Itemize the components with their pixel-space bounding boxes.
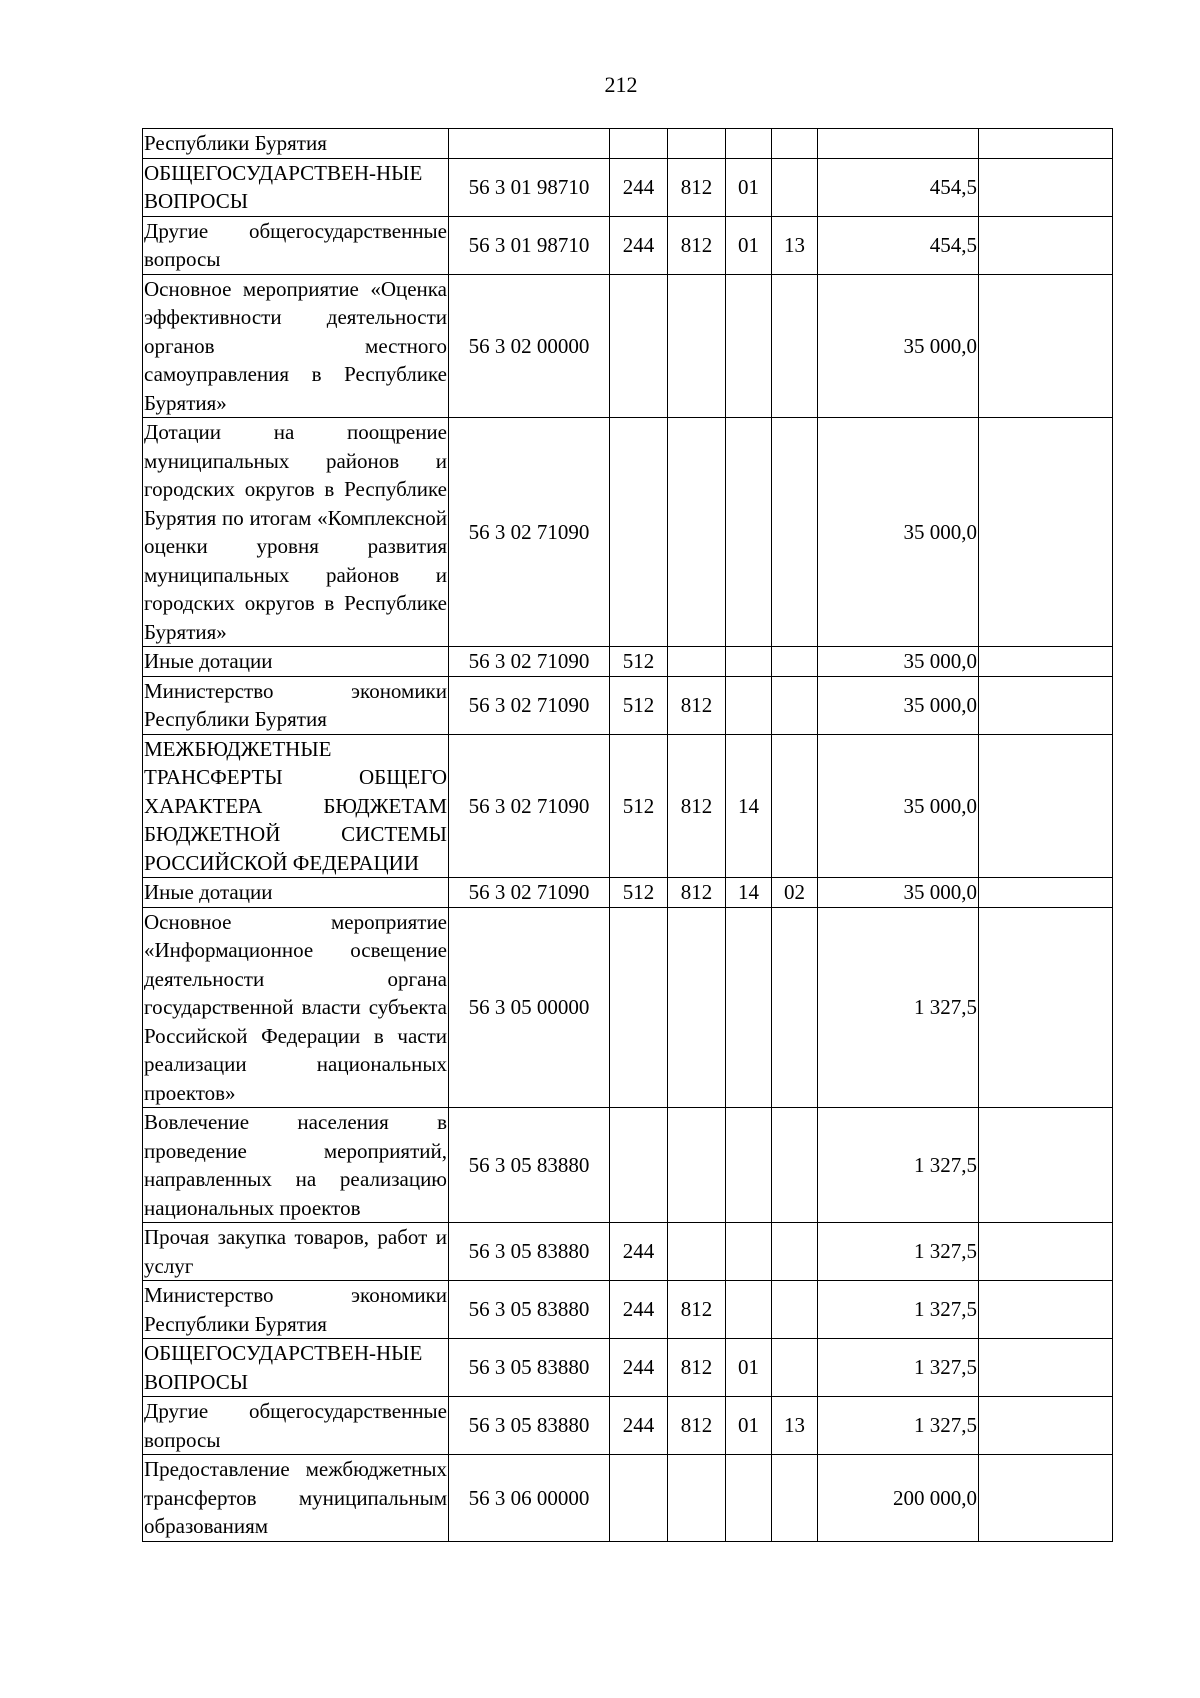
row-code-cell: 56 3 02 71090 bbox=[449, 878, 610, 908]
row-ministry-cell: 812 bbox=[668, 216, 726, 274]
table-row bbox=[143, 418, 1113, 647]
row-amount-cell: 1 327,5 bbox=[818, 1397, 979, 1455]
row-code-cell: 56 3 02 00000 bbox=[449, 274, 610, 418]
row-extra-cell bbox=[979, 1108, 1113, 1223]
row-section-cell bbox=[726, 129, 772, 159]
row-code-cell: 56 3 02 71090 bbox=[449, 418, 610, 647]
table-row bbox=[143, 647, 1113, 677]
row-amount-cell: 35 000,0 bbox=[818, 676, 979, 734]
row-subsection-cell bbox=[772, 129, 818, 159]
row-ministry-cell bbox=[668, 274, 726, 418]
row-code-cell: 56 3 05 83880 bbox=[449, 1397, 610, 1455]
table-row bbox=[143, 129, 1113, 159]
row-subsection-cell: 02 bbox=[772, 878, 818, 908]
row-code-cell bbox=[449, 129, 610, 159]
row-section-cell: 01 bbox=[726, 216, 772, 274]
row-code-cell: 56 3 01 98710 bbox=[449, 216, 610, 274]
row-amount-cell: 454,5 bbox=[818, 216, 979, 274]
row-extra-cell bbox=[979, 158, 1113, 216]
row-expense-type-cell bbox=[610, 1108, 668, 1223]
page-number: 212 bbox=[604, 72, 638, 97]
row-expense-type-cell: 244 bbox=[610, 216, 668, 274]
table-row bbox=[143, 1455, 1113, 1542]
row-subsection-cell: 13 bbox=[772, 216, 818, 274]
row-amount-cell: 1 327,5 bbox=[818, 1108, 979, 1223]
row-extra-cell bbox=[979, 1223, 1113, 1281]
row-expense-type-cell: 512 bbox=[610, 676, 668, 734]
row-subsection-cell: 13 bbox=[772, 1397, 818, 1455]
row-section-cell bbox=[726, 1108, 772, 1223]
row-subsection-cell bbox=[772, 1281, 818, 1339]
row-extra-cell bbox=[979, 1455, 1113, 1542]
row-name-cell: ОБЩЕГОСУДАРСТВЕН-НЫЕ ВОПРОСЫ bbox=[143, 1339, 449, 1397]
row-extra-cell bbox=[979, 734, 1113, 878]
row-section-cell bbox=[726, 418, 772, 647]
table-row bbox=[143, 907, 1113, 1108]
row-expense-type-cell bbox=[610, 274, 668, 418]
row-amount-cell: 1 327,5 bbox=[818, 907, 979, 1108]
row-subsection-cell bbox=[772, 1223, 818, 1281]
row-subsection-cell bbox=[772, 1108, 818, 1223]
table-row bbox=[143, 1281, 1113, 1339]
row-name-cell: Республики Бурятия bbox=[143, 129, 449, 159]
row-extra-cell bbox=[979, 129, 1113, 159]
row-expense-type-cell bbox=[610, 1455, 668, 1542]
row-name-cell: Основное мероприятие «Информационное освещение деятельности органа государственной власти субъекта Российской Федерации в части реализации национальных проектов» bbox=[143, 907, 449, 1108]
row-code-cell: 56 3 06 00000 bbox=[449, 1455, 610, 1542]
row-section-cell bbox=[726, 647, 772, 677]
row-ministry-cell: 812 bbox=[668, 676, 726, 734]
row-name-cell: Вовлечение населения в проведение мероприятий, направленных на реализацию национальных проектов bbox=[143, 1108, 449, 1223]
row-name-cell: Прочая закупка товаров, работ и услуг bbox=[143, 1223, 449, 1281]
row-code-cell: 56 3 02 71090 bbox=[449, 734, 610, 878]
row-section-cell: 14 bbox=[726, 734, 772, 878]
row-ministry-cell: 812 bbox=[668, 1397, 726, 1455]
table-row bbox=[143, 878, 1113, 908]
row-code-cell: 56 3 01 98710 bbox=[449, 158, 610, 216]
row-subsection-cell bbox=[772, 274, 818, 418]
table-row bbox=[143, 216, 1113, 274]
row-extra-cell bbox=[979, 878, 1113, 908]
row-amount-cell: 35 000,0 bbox=[818, 418, 979, 647]
row-amount-cell bbox=[818, 129, 979, 159]
row-name-cell: Предоставление межбюджетных трансфертов муниципальным образованиям bbox=[143, 1455, 449, 1542]
row-ministry-cell bbox=[668, 129, 726, 159]
row-ministry-cell: 812 bbox=[668, 878, 726, 908]
row-ministry-cell: 812 bbox=[668, 734, 726, 878]
row-section-cell: 01 bbox=[726, 1397, 772, 1455]
row-expense-type-cell: 512 bbox=[610, 878, 668, 908]
row-expense-type-cell bbox=[610, 907, 668, 1108]
row-ministry-cell bbox=[668, 1223, 726, 1281]
row-ministry-cell bbox=[668, 1455, 726, 1542]
row-name-cell: Основное мероприятие «Оценка эффективности деятельности органов местного самоуправления в Республике Бурятия» bbox=[143, 274, 449, 418]
row-expense-type-cell: 244 bbox=[610, 1339, 668, 1397]
row-extra-cell bbox=[979, 1339, 1113, 1397]
row-section-cell: 01 bbox=[726, 158, 772, 216]
row-code-cell: 56 3 05 00000 bbox=[449, 907, 610, 1108]
row-amount-cell: 35 000,0 bbox=[818, 274, 979, 418]
table-row bbox=[143, 676, 1113, 734]
row-section-cell bbox=[726, 907, 772, 1108]
row-name-cell: Дотации на поощрение муниципальных районов и городских округов в Республике Бурятия по итогам «Комплексной оценки уровня развития муниципальных районов и городских округов в Республике Бурятия» bbox=[143, 418, 449, 647]
row-section-cell bbox=[726, 274, 772, 418]
row-name-cell: Иные дотации bbox=[143, 878, 449, 908]
row-subsection-cell bbox=[772, 907, 818, 1108]
table-row bbox=[143, 274, 1113, 418]
table-row bbox=[143, 734, 1113, 878]
table-row bbox=[143, 1397, 1113, 1455]
row-code-cell: 56 3 05 83880 bbox=[449, 1281, 610, 1339]
row-amount-cell: 454,5 bbox=[818, 158, 979, 216]
row-amount-cell: 1 327,5 bbox=[818, 1281, 979, 1339]
row-section-cell: 14 bbox=[726, 878, 772, 908]
row-subsection-cell bbox=[772, 418, 818, 647]
row-extra-cell bbox=[979, 216, 1113, 274]
row-section-cell bbox=[726, 1223, 772, 1281]
row-subsection-cell bbox=[772, 676, 818, 734]
table-row bbox=[143, 1108, 1113, 1223]
row-subsection-cell bbox=[772, 1455, 818, 1542]
row-code-cell: 56 3 02 71090 bbox=[449, 676, 610, 734]
row-subsection-cell bbox=[772, 734, 818, 878]
table-row bbox=[143, 1339, 1113, 1397]
row-expense-type-cell bbox=[610, 418, 668, 647]
table-row bbox=[143, 158, 1113, 216]
row-expense-type-cell: 512 bbox=[610, 734, 668, 878]
row-name-cell: Министерство экономики Республики Бурятия bbox=[143, 676, 449, 734]
row-name-cell: Другие общегосударственные вопросы bbox=[143, 1397, 449, 1455]
row-code-cell: 56 3 05 83880 bbox=[449, 1223, 610, 1281]
row-ministry-cell bbox=[668, 907, 726, 1108]
row-name-cell: Другие общегосударственные вопросы bbox=[143, 216, 449, 274]
row-ministry-cell: 812 bbox=[668, 1281, 726, 1339]
row-extra-cell bbox=[979, 1397, 1113, 1455]
row-subsection-cell bbox=[772, 647, 818, 677]
table-body bbox=[143, 129, 1113, 1542]
row-extra-cell bbox=[979, 274, 1113, 418]
row-section-cell bbox=[726, 676, 772, 734]
row-extra-cell bbox=[979, 1281, 1113, 1339]
row-ministry-cell: 812 bbox=[668, 158, 726, 216]
row-extra-cell bbox=[979, 647, 1113, 677]
row-expense-type-cell: 244 bbox=[610, 1223, 668, 1281]
row-name-cell: МЕЖБЮДЖЕТНЫЕ ТРАНСФЕРТЫ ОБЩЕГО ХАРАКТЕРА БЮДЖЕТАМ БЮДЖЕТНОЙ СИСТЕМЫ РОССИЙСКОЙ ФЕДЕРАЦИИ bbox=[143, 734, 449, 878]
row-code-cell: 56 3 05 83880 bbox=[449, 1339, 610, 1397]
row-extra-cell bbox=[979, 418, 1113, 647]
table-row bbox=[143, 1223, 1113, 1281]
row-amount-cell: 35 000,0 bbox=[818, 878, 979, 908]
row-ministry-cell bbox=[668, 647, 726, 677]
row-name-cell: ОБЩЕГОСУДАРСТВЕН-НЫЕ ВОПРОСЫ bbox=[143, 158, 449, 216]
row-code-cell: 56 3 02 71090 bbox=[449, 647, 610, 677]
row-section-cell bbox=[726, 1281, 772, 1339]
row-subsection-cell bbox=[772, 1339, 818, 1397]
row-expense-type-cell bbox=[610, 129, 668, 159]
row-extra-cell bbox=[979, 907, 1113, 1108]
row-extra-cell bbox=[979, 676, 1113, 734]
row-amount-cell: 35 000,0 bbox=[818, 734, 979, 878]
row-name-cell: Министерство экономики Республики Бурятия bbox=[143, 1281, 449, 1339]
row-code-cell: 56 3 05 83880 bbox=[449, 1108, 610, 1223]
budget-table bbox=[142, 128, 1113, 1542]
row-expense-type-cell: 244 bbox=[610, 1281, 668, 1339]
row-expense-type-cell: 512 bbox=[610, 647, 668, 677]
row-subsection-cell bbox=[772, 158, 818, 216]
row-amount-cell: 1 327,5 bbox=[818, 1339, 979, 1397]
row-amount-cell: 200 000,0 bbox=[818, 1455, 979, 1542]
row-ministry-cell bbox=[668, 1108, 726, 1223]
row-expense-type-cell: 244 bbox=[610, 1397, 668, 1455]
row-expense-type-cell: 244 bbox=[610, 158, 668, 216]
row-ministry-cell: 812 bbox=[668, 1339, 726, 1397]
row-amount-cell: 1 327,5 bbox=[818, 1223, 979, 1281]
row-section-cell bbox=[726, 1455, 772, 1542]
row-section-cell: 01 bbox=[726, 1339, 772, 1397]
row-name-cell: Иные дотации bbox=[143, 647, 449, 677]
row-ministry-cell bbox=[668, 418, 726, 647]
row-amount-cell: 35 000,0 bbox=[818, 647, 979, 677]
